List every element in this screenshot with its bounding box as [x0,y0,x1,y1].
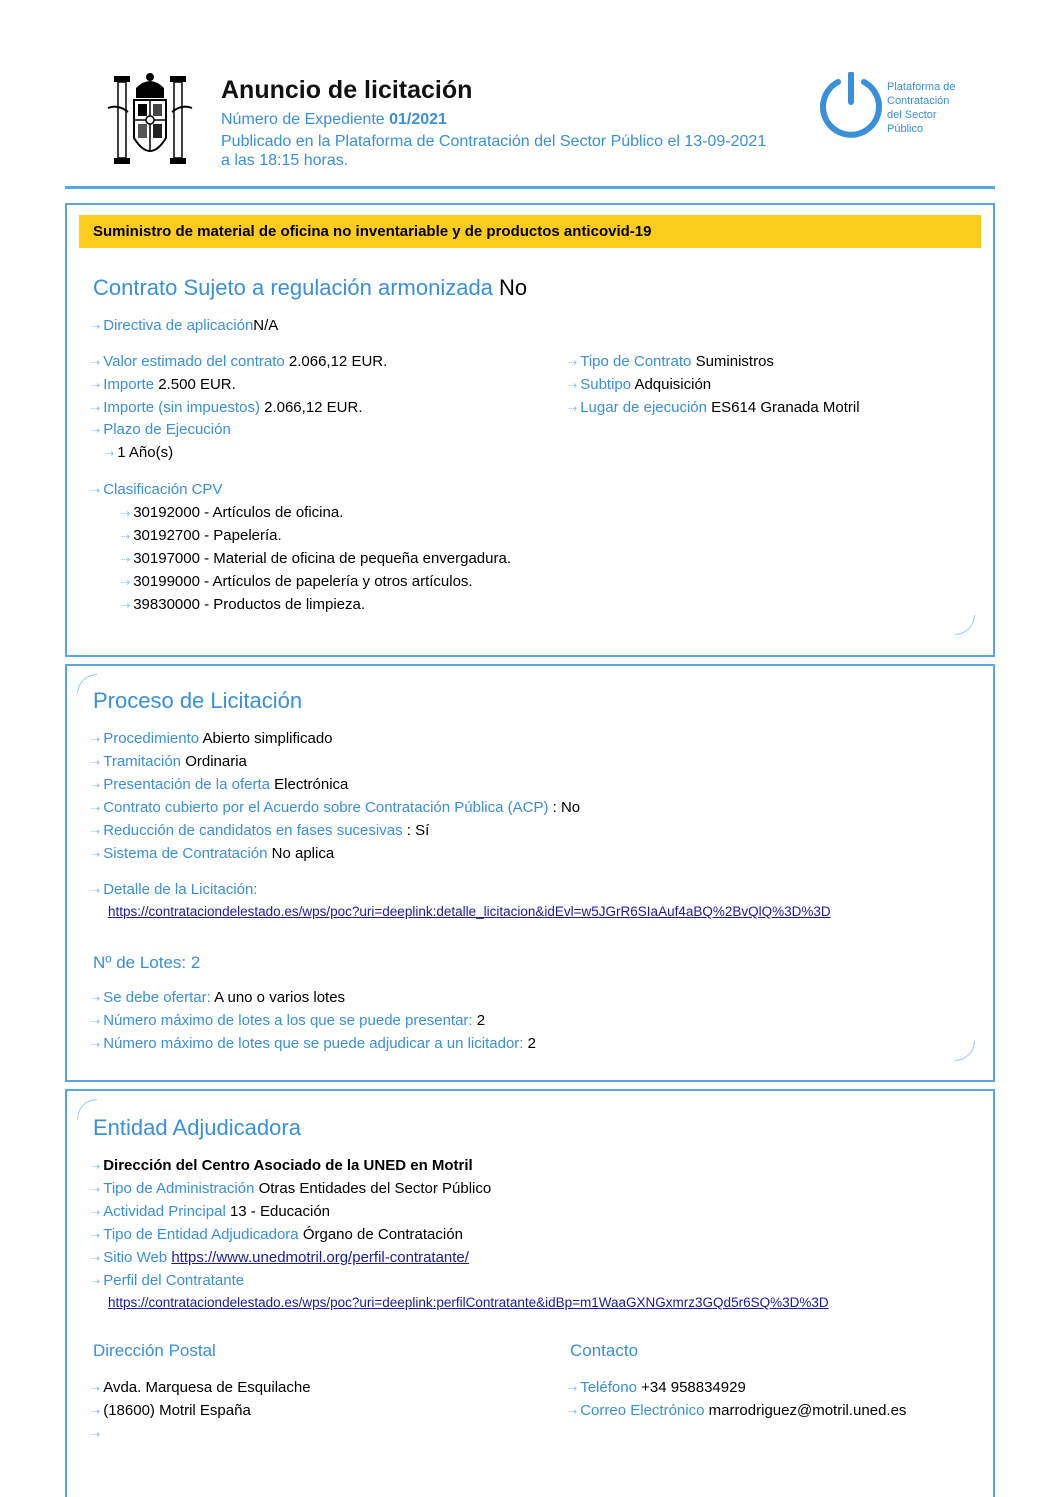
arrow-icon: ⇢ [568,403,578,415]
document-header [65,68,995,188]
arrow-icon: ⇢ [91,757,101,769]
list-item: ⇢ 39830000 - Productos de limpieza. [121,596,366,613]
tipo-contrato-row: ⇢ Tipo de Contrato Suministros [568,353,774,370]
importe-sin-impuestos-row: ⇢ Importe (sin impuestos) 2.066,12 EUR. [91,399,363,416]
list-item: ⇢ 30192000 - Artículos de oficina. [121,504,344,521]
arrow-icon: ⇢ [91,734,101,746]
reduccion-row: ⇢ Reducción de candidatos en fases sucesivas : Sí [91,822,430,839]
arrow-icon: ⇢ [121,508,131,520]
max-lotes-presentar-row: ⇢ Número máximo de lotes a los que se puede presentar: 2 [91,1012,486,1029]
tipo-entidad-row: ⇢ Tipo de Entidad Adjudicadora Órgano de Contratación [91,1226,463,1243]
detalle-licitacion-link[interactable]: https://contrataciondelestado.es/wps/poc?uri=deeplink:detalle_licitacion&idEvl=w5JGrR6SIaAuf4aBQ%2BvQlQ%3D%3D [108,904,831,919]
detalle-row: ⇢ Detalle de la Licitación: [91,881,258,898]
arrow-icon: ⇢ [568,380,578,392]
list-item: ⇢ 30199000 - Artículos de papelería y otros artículos. [121,573,473,590]
platform-logo-text: Plataforma de Contratación del Sector Público [887,81,956,135]
sistema-row: ⇢ Sistema de Contratación No aplica [91,845,335,862]
contract-section [65,203,995,657]
arrow-icon: ⇢ [568,1383,578,1395]
arrow-icon: ⇢ [91,993,101,1005]
arrow-icon: ⇢ [91,1161,101,1173]
contacto-heading: Contacto [570,1341,639,1360]
decorative-corner [955,1041,975,1061]
ofertar-row: ⇢ Se debe ofertar: A uno o varios lotes [91,989,346,1006]
directiva-row: ⇢ Directiva de aplicaciónN/A [91,317,279,334]
entidad-section [65,1089,995,1497]
arrow-icon: ⇢ [91,1207,101,1219]
expediente-number: 01/2021 [389,111,447,128]
valor-row: ⇢ Valor estimado del contrato 2.066,12 EUR. [91,353,388,370]
detalle-link-row [108,904,831,919]
list-item: ⇢ 30197000 - Material de oficina de pequeña envergadura. [121,550,511,567]
arrow-icon: ⇢ [91,803,101,815]
acp-row: ⇢ Contrato cubierto por el Acuerdo sobre Contratación Pública (ACP) : No [91,799,581,816]
arrow-icon: ⇢ [91,1184,101,1196]
cpv-row: ⇢ Clasificación CPV [91,481,223,498]
tipo-administracion-row: ⇢ Tipo de Administración Otras Entidades del Sector Público [91,1180,492,1197]
actividad-row: ⇢ Actividad Principal 13 - Educación [91,1203,331,1220]
published-line-2: a las 18:15 horas. [221,152,349,169]
arrow-icon: ⇢ [91,321,101,333]
arrow-icon: ⇢ [91,1016,101,1028]
arrow-icon: ⇢ [121,600,131,612]
list-item: ⇢ 30192700 - Papelería. [121,527,282,544]
max-lotes-adjudicar-row: ⇢ Número máximo de lotes que se puede adjudicar a un licitador: 2 [91,1035,536,1052]
page-title: Anuncio de licitación [221,76,473,104]
entidad-name-row: ⇢ Dirección del Centro Asociado de la UNED en Motril [91,1157,473,1174]
address-line-3 [91,1425,103,1442]
tramitacion-row: ⇢ Tramitación Ordinaria [91,753,247,770]
arrow-icon: ⇢ [91,1276,101,1288]
arrow-icon: ⇢ [91,425,101,437]
proceso-heading: Proceso de Licitación [93,688,303,713]
arrow-icon: ⇢ [91,885,101,897]
proceso-section [65,664,995,1082]
arrow-icon: ⇢ [91,380,101,392]
arrow-icon: ⇢ [91,403,101,415]
arrow-icon: ⇢ [91,780,101,792]
coat-of-arms-icon [102,68,198,172]
arrow-icon: ⇢ [91,1406,101,1418]
telefono-row: ⇢ Teléfono +34 958834929 [568,1379,746,1396]
subtipo-row: ⇢ Subtipo Adquisición [568,376,712,393]
perfil-row: ⇢ Perfil del Contratante [91,1272,245,1289]
contract-title-banner: Suministro de material de oficina no inventariable y de productos anticovid-19 [79,215,981,248]
postal-heading: Dirección Postal [93,1341,216,1360]
arrow-icon: ⇢ [121,531,131,543]
entidad-heading: Entidad Adjudicadora [93,1115,301,1140]
sitio-web-row: ⇢ Sitio Web https://www.unedmotril.org/perfil-contratante/ [91,1249,469,1266]
header-divider [65,186,995,189]
arrow-icon: ⇢ [91,849,101,861]
arrow-icon: ⇢ [121,554,131,566]
plazo-row: ⇢ Plazo de Ejecución [91,421,231,438]
address-line-2: ⇢ (18600) Motril España [91,1402,251,1419]
correo-row: ⇢ Correo Electrónico marrodriguez@motril.uned.es [568,1402,907,1419]
arrow-icon: ⇢ [91,826,101,838]
sitio-web-link[interactable]: https://www.unedmotril.org/perfil-contratante/ [171,1249,469,1266]
procedimiento-row: ⇢ Procedimiento Abierto simplificado [91,730,333,747]
arrow-icon: ⇢ [91,1253,101,1265]
arrow-icon: ⇢ [91,485,101,497]
arrow-icon: ⇢ [91,1383,101,1395]
importe-row: ⇢ Importe 2.500 EUR. [91,376,236,393]
arrow-icon: ⇢ [91,1230,101,1242]
arrow-icon: ⇢ [568,1406,578,1418]
lotes-heading: Nº de Lotes: 2 [93,953,201,972]
arrow-icon: ⇢ [91,1039,101,1051]
published-line-1: Publicado en la Plataforma de Contratación del Sector Público el 13-09-2021 [221,133,767,150]
arrow-icon: ⇢ [121,577,131,589]
perfil-link-row [108,1295,829,1310]
arrow-icon: ⇢ [91,1429,101,1441]
decorative-corner [955,615,975,635]
address-line-1: ⇢ Avda. Marquesa de Esquilache [91,1379,311,1396]
arrow-icon: ⇢ [568,357,578,369]
plazo-value-row: ⇢ 1 Año(s) [105,444,174,461]
expediente-line: Número de Expediente 01/2021 [221,111,447,128]
arrow-icon: ⇢ [105,448,115,460]
armonizada-heading: Contrato Sujeto a regulación armonizada No [93,275,528,300]
perfil-contratante-link[interactable]: https://contrataciondelestado.es/wps/poc?uri=deeplink:perfilContratante&idBp=m1WaaGXNGxmrz3GQd5r6SQ%3D%3D [108,1295,829,1310]
lugar-ejecucion-row: ⇢ Lugar de ejecución ES614 Granada Motril [568,399,860,416]
presentacion-row: ⇢ Presentación de la oferta Electrónica [91,776,349,793]
arrow-icon: ⇢ [91,357,101,369]
